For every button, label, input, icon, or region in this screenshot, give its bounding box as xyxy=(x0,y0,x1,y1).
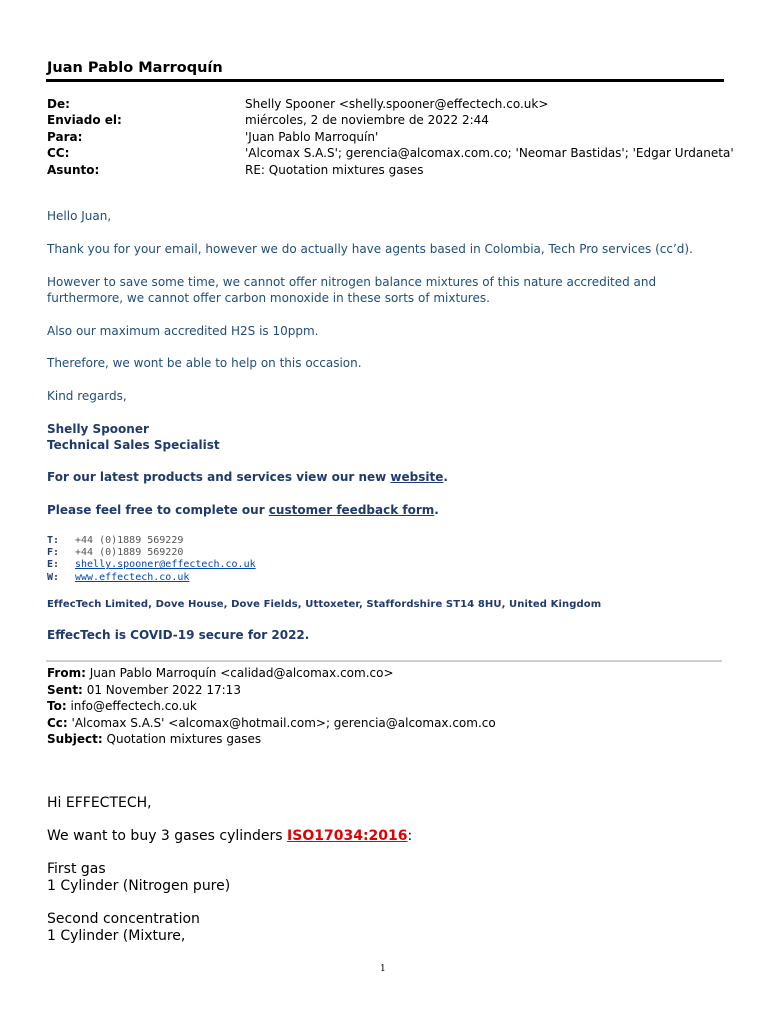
header-value: RE: Quotation mixtures gases xyxy=(245,162,424,177)
orig-greeting: Hi EFFECTECH, xyxy=(47,795,152,811)
reply-greeting: Hello Juan, xyxy=(47,209,112,223)
contact-key: F: xyxy=(47,547,60,559)
signature-name: Shelly Spooner xyxy=(47,422,149,436)
iso-standard-link[interactable]: ISO17034:2016 xyxy=(287,828,408,844)
header-row-subject xyxy=(47,162,734,178)
contact-value: +44 (0)1889 569220 xyxy=(75,547,184,559)
original-message-body xyxy=(47,795,412,945)
orig-label: Sent: xyxy=(47,682,83,697)
orig-second-cylinder: 1 Cylinder (Mixture, xyxy=(47,928,186,944)
document-title: Juan Pablo Marroquín xyxy=(47,60,223,76)
header-value: 'Alcomax S.A.S'; gerencia@alcomax.com.co; 'Neomar Bastidas'; 'Edgar Urdaneta' xyxy=(245,146,734,161)
contact-email xyxy=(47,559,256,571)
header-row-cc xyxy=(47,145,734,161)
header-row-from xyxy=(47,96,734,112)
header-label: Enviado el: xyxy=(47,113,122,128)
orig-value: info@effectech.co.uk xyxy=(70,699,197,714)
orig-label: Subject: xyxy=(47,732,103,747)
website-link[interactable]: website xyxy=(390,470,444,484)
intro-suffix: : xyxy=(407,828,413,844)
orig-label: Cc: xyxy=(47,715,68,730)
reply-paragraph: Thank you for your email, however we do actually have agents based in Colombia, Tech Pro services (cc’d). xyxy=(47,242,693,256)
company-address: EffecTech Limited, Dove House, Dove Fields, Uttoxeter, Staffordshire ST14 8HU, United Kingdom xyxy=(47,599,602,610)
title-divider xyxy=(46,79,724,82)
contact-key: T: xyxy=(47,535,60,546)
orig-value: Quotation mixtures gases xyxy=(106,732,262,747)
contact-fax xyxy=(47,547,256,559)
orig-cc-row xyxy=(47,715,496,732)
orig-label: To: xyxy=(47,699,67,714)
products-suffix: . xyxy=(443,470,448,484)
feedback-line xyxy=(47,502,727,518)
original-message-header xyxy=(47,665,496,748)
orig-intro xyxy=(47,828,412,845)
header-label: Para: xyxy=(47,129,83,144)
products-line xyxy=(47,469,727,485)
reply-paragraph: Therefore, we wont be able to help on this occasion. xyxy=(47,356,362,370)
feedback-text: Please feel free to complete our xyxy=(47,503,269,517)
orig-subject-row xyxy=(47,731,496,748)
orig-first-gas: First gas xyxy=(47,861,106,877)
orig-sent-row xyxy=(47,682,496,699)
header-value: miércoles, 2 de noviembre de 2022 2:44 xyxy=(245,113,489,128)
header-row-sent xyxy=(47,112,734,128)
header-label: CC: xyxy=(47,146,70,161)
feedback-suffix: . xyxy=(434,503,439,517)
contact-key: W: xyxy=(47,571,60,583)
reply-paragraph: However to save some time, we cannot offer nitrogen balance mixtures of this nature accredited and furthermore, we cannot offer carbon monoxide in these sorts of mixtures. xyxy=(47,275,657,306)
header-label: Asunto: xyxy=(47,162,100,177)
reply-paragraph: Also our maximum accredited H2S is 10ppm. xyxy=(47,324,319,338)
orig-value: 01 November 2022 17:13 xyxy=(86,682,241,697)
header-row-to xyxy=(47,129,734,145)
contact-phone xyxy=(47,535,256,547)
orig-value: 'Alcomax S.A.S' <alcomax@hotmail.com>; gerencia@alcomax.com.co xyxy=(71,715,496,730)
contact-value: +44 (0)1889 569229 xyxy=(75,535,184,546)
intro-text: We want to buy 3 gases cylinders xyxy=(47,828,288,844)
contact-web xyxy=(47,572,256,584)
header-value: 'Juan Pablo Marroquín' xyxy=(245,129,379,144)
page-number: 1 xyxy=(380,964,386,974)
header-label: De: xyxy=(47,97,70,111)
email-header xyxy=(47,96,734,178)
message-separator xyxy=(46,660,722,662)
web-link[interactable]: www.effectech.co.uk xyxy=(75,571,190,583)
signature-role: Technical Sales Specialist xyxy=(47,438,220,452)
orig-to-row xyxy=(47,698,496,715)
orig-label: From: xyxy=(47,666,86,680)
header-value: Shelly Spooner <shelly.spooner@effectech.co.uk> xyxy=(245,97,549,111)
orig-value: Juan Pablo Marroquín <calidad@alcomax.com.co> xyxy=(89,666,394,680)
orig-from-row xyxy=(47,665,496,682)
reply-closing: Kind regards, xyxy=(47,389,127,403)
email-link[interactable]: shelly.spooner@effectech.co.uk xyxy=(75,559,256,571)
covid-notice: EffecTech is COVID-19 secure for 2022. xyxy=(47,628,310,642)
orig-first-cylinder: 1 Cylinder (Nitrogen pure) xyxy=(47,878,231,894)
contact-block xyxy=(47,535,256,584)
contact-key: E: xyxy=(47,559,60,571)
products-text: For our latest products and services view our new xyxy=(47,470,391,484)
orig-second-concentration: Second concentration xyxy=(47,911,200,927)
feedback-form-link[interactable]: customer feedback form xyxy=(268,503,435,517)
